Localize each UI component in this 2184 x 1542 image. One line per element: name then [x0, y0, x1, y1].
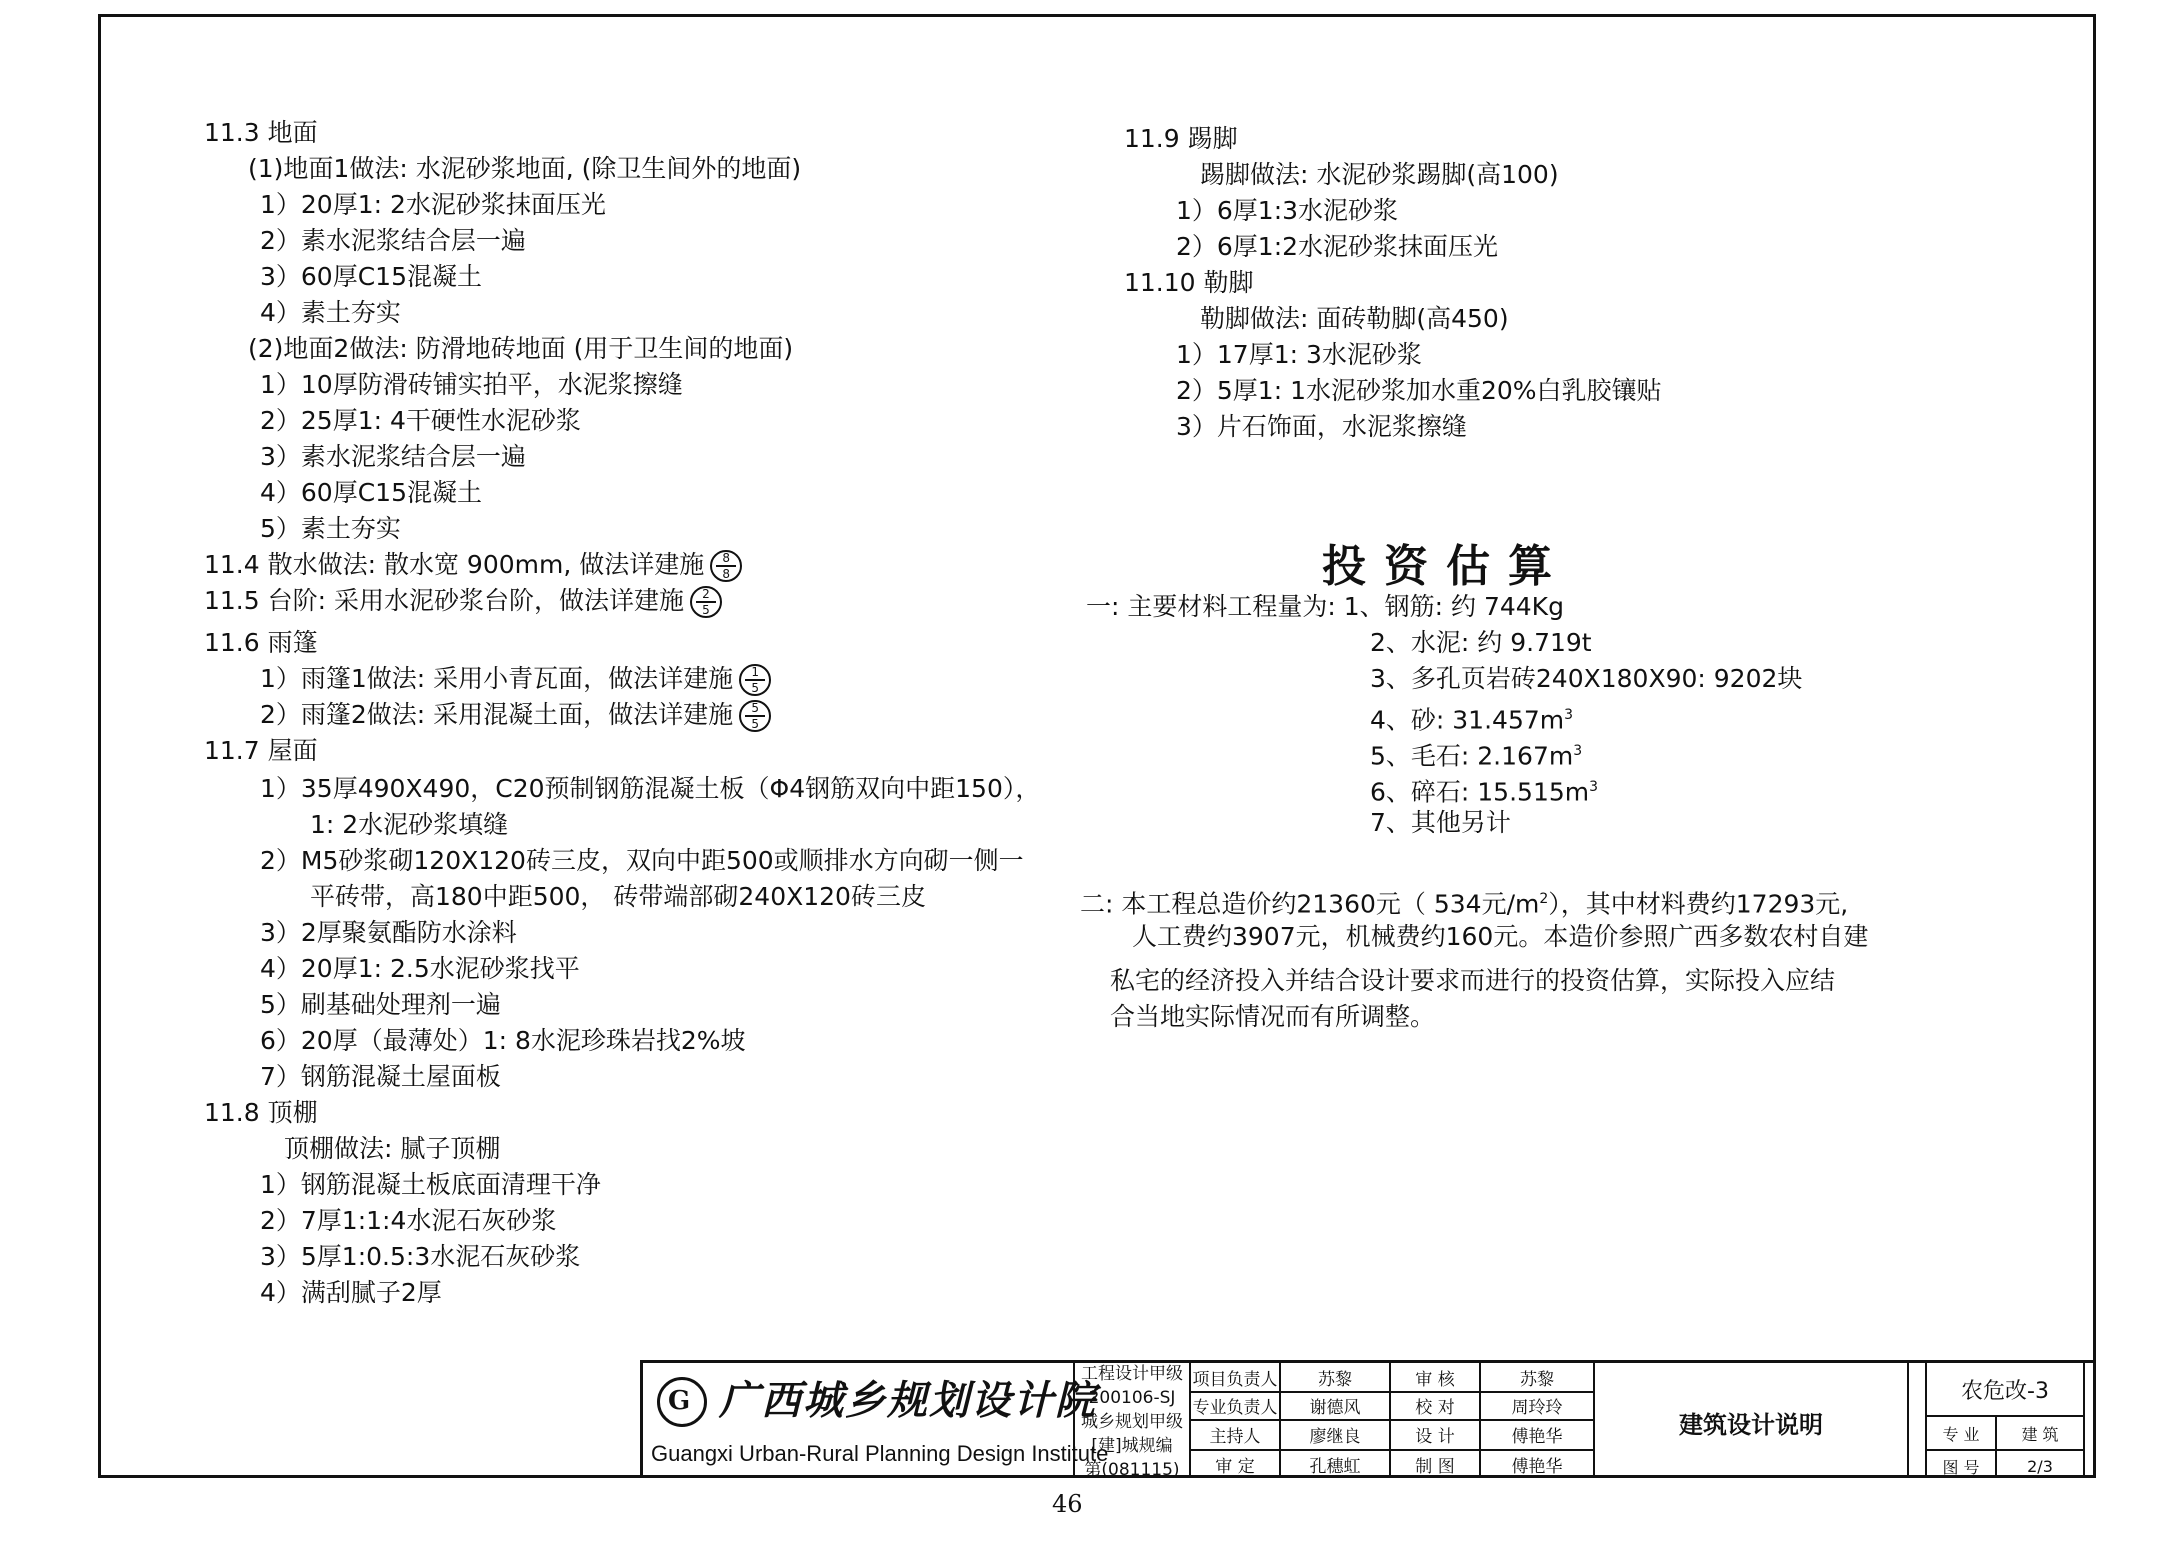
roof-step-3: 3）2厚聚氨酯防水涂料: [260, 918, 517, 947]
drawing-title: 建筑设计说明: [1679, 1410, 1823, 1439]
roof-step-5: 5）刷基础处理剂一遍: [260, 990, 501, 1019]
ref-bottom: 5: [751, 717, 759, 731]
role-name: 廖继良: [1309, 1426, 1361, 1447]
role-label: 制 图: [1415, 1456, 1455, 1477]
section-11-4: [204, 548, 742, 582]
discipline-label: 专 业: [1942, 1424, 1980, 1444]
floor2-step-4: 4）60厚C15混凝土: [260, 478, 482, 507]
floor-method-1: (1)地面1做法: 水泥砂浆地面, (除卫生间外的地面): [248, 154, 802, 183]
floor1-step-3: 3）60厚C15混凝土: [260, 262, 482, 291]
section-11-5-text: 11.5 台阶: 采用水泥砂浆台阶，做法详建施: [204, 586, 684, 615]
cost-line-1b: ），其中材料费约17293元,: [1548, 889, 1849, 919]
floor1-step-4: 4）素土夯实: [260, 298, 401, 327]
material-brick: 3、多孔页岩砖240X180X90: 9202块: [1370, 664, 1803, 693]
role-label: 项目负责人: [1192, 1369, 1278, 1390]
roof-step-1b: 1: 2水泥砂浆填缝: [310, 810, 509, 839]
plinth-step-3: 3）片石饰面，水泥浆擦缝: [1176, 412, 1467, 441]
floor2-step-2: 2）25厚1: 4干硬性水泥砂浆: [260, 406, 581, 435]
cert-line: 200106-SJ: [1088, 1388, 1176, 1408]
unit-superscript: 3: [1564, 707, 1574, 723]
title-block: [640, 1360, 2096, 1478]
floor2-step-1: 1）10厚防滑砖铺实拍平，水泥浆擦缝: [260, 370, 683, 399]
drawing-code: 农危改-3: [1961, 1378, 2049, 1404]
role-name: 谢德风: [1309, 1397, 1361, 1418]
plinth-method: 勒脚做法: 面砖勒脚(高450): [1200, 304, 1509, 333]
page-number: 46: [1052, 1490, 1083, 1518]
detail-ref-circle: [710, 550, 742, 582]
roof-step-2a: 2）M5砂浆砌120X120砖三皮，双向中距500或顺排水方向砌一侧一: [260, 846, 1024, 875]
canopy-2-text: 2）雨篷2做法: 采用混凝土面，做法详建施: [260, 700, 734, 729]
role-label: 主持人: [1209, 1426, 1261, 1447]
skirting-step-2: 2）6厚1:2水泥砂浆抹面压光: [1176, 232, 1499, 261]
unit-superscript: 3: [1589, 779, 1599, 795]
plinth-step-2: 2）5厚1: 1水泥砂浆加水重20%白乳胶镶贴: [1176, 376, 1662, 405]
ceiling-step-3: 3）5厚1:0.5:3水泥石灰砂浆: [260, 1242, 581, 1271]
role-label: 专业负责人: [1192, 1397, 1278, 1418]
ref-top: 8: [722, 551, 731, 565]
ceiling-method: 顶棚做法: 腻子顶棚: [284, 1134, 501, 1163]
tb-divider: [1907, 1363, 1909, 1478]
roof-step-7: 7）钢筋混凝土屋面板: [260, 1062, 501, 1091]
section-11-8: 11.8 顶棚: [204, 1098, 318, 1127]
institute-name-cn: 广西城乡规划设计院: [719, 1377, 1097, 1424]
ceiling-step-2: 2）7厚1:1:4水泥石灰砂浆: [260, 1206, 557, 1235]
material-rubble-text: 5、毛石: 2.167m: [1370, 741, 1574, 771]
cert-line: [建]城规编: [1091, 1436, 1173, 1456]
section-11-9: 11.9 踢脚: [1124, 124, 1238, 153]
floor2-step-5: 5）素土夯实: [260, 514, 401, 543]
tb-divider: [2083, 1363, 2085, 1478]
discipline-value: 建 筑: [2021, 1424, 2059, 1444]
role-name: 苏黎: [1520, 1369, 1554, 1390]
roof-step-2b: 平砖带，高180中距500， 砖带端部砌240X120砖三皮: [310, 882, 926, 911]
cost-line-3: 私宅的经济投入并结合设计要求而进行的投资估算，实际投入应结: [1110, 966, 1836, 995]
material-gravel-text: 6、碎石: 15.515m: [1370, 777, 1590, 807]
role-name: 苏黎: [1318, 1369, 1352, 1390]
detail-ref-circle: [739, 700, 771, 732]
ref-bottom: 8: [722, 567, 731, 581]
section-11-7: 11.7 屋面: [204, 736, 318, 765]
floor1-step-1: 1）20厚1: 2水泥砂浆抹面压光: [260, 190, 606, 219]
plinth-step-1: 1）17厚1: 3水泥砂浆: [1176, 340, 1422, 369]
role-name: 傅艳华: [1511, 1456, 1563, 1477]
section-11-3: 11.3 地面: [204, 118, 318, 147]
detail-ref-circle: [690, 586, 722, 618]
material-other: 7、其他另计: [1370, 808, 1511, 837]
cost-line-1a: 二: 本工程总造价约21360元（ 534元/m: [1080, 889, 1540, 919]
cert-line: 工程设计甲级: [1081, 1364, 1183, 1384]
role-name: 周玲玲: [1511, 1397, 1563, 1418]
detail-ref-circle: [739, 664, 771, 696]
floor1-step-2: 2）素水泥浆结合层一遍: [260, 226, 526, 255]
skirting-method: 踢脚做法: 水泥砂浆踢脚(高100): [1200, 160, 1559, 189]
ref-top: 5: [751, 701, 759, 715]
materials-intro: 一: 主要材料工程量为: 1、钢筋: 约 744Kg: [1086, 592, 1564, 621]
canopy-2: [260, 698, 771, 732]
section-11-10: 11.10 勒脚: [1124, 268, 1254, 297]
certificate-info: [1075, 1363, 1189, 1481]
material-rubble: [1370, 734, 1582, 773]
roof-step-6: 6）20厚（最薄处）1: 8水泥珍珠岩找2%坡: [260, 1026, 746, 1055]
ceiling-step-4: 4）满刮腻子2厚: [260, 1278, 442, 1307]
sheet-number-value: 2/3: [2027, 1456, 2053, 1476]
cost-line-2: 人工费约3907元，机械费约160元。本造价参照广西多数农村自建: [1132, 922, 1869, 951]
role-label: 设 计: [1415, 1426, 1455, 1447]
canopy-1: [260, 662, 771, 696]
material-sand-text: 4、砂: 31.457m: [1370, 705, 1565, 735]
role-name: 孔穗虹: [1309, 1456, 1361, 1477]
unit-superscript: 3: [1573, 743, 1583, 759]
role-name: 傅艳华: [1511, 1426, 1563, 1447]
sheet-number-label: 图 号: [1942, 1457, 1980, 1477]
cert-line: 城乡规划甲级: [1081, 1412, 1183, 1432]
floor-method-2: (2)地面2做法: 防滑地砖地面 (用于卫生间的地面): [248, 334, 794, 363]
section-11-6: 11.6 雨篷: [204, 628, 318, 657]
material-gravel: [1370, 770, 1598, 809]
ref-bottom: 5: [702, 603, 710, 617]
skirting-step-1: 1）6厚1:3水泥砂浆: [1176, 196, 1399, 225]
institute-logo-icon: G: [657, 1377, 707, 1427]
material-cement: 2、水泥: 约 9.719t: [1370, 628, 1592, 657]
section-11-5: [204, 584, 722, 618]
role-label: 审 定: [1215, 1456, 1255, 1477]
ceiling-step-1: 1）钢筋混凝土板底面清理干净: [260, 1170, 601, 1199]
investment-estimate-heading: 投资估算: [1322, 541, 1570, 592]
cost-line-4: 合当地实际情况而有所调整。: [1110, 1002, 1436, 1031]
material-sand: [1370, 698, 1573, 737]
floor2-step-3: 3）素水泥浆结合层一遍: [260, 442, 526, 471]
cert-line: 第(081115): [1084, 1460, 1180, 1480]
ref-bottom: 5: [751, 681, 759, 695]
ref-top: 2: [702, 587, 710, 601]
role-label: 审 核: [1415, 1369, 1455, 1390]
cost-line-1: [1080, 882, 1848, 921]
ref-top: 1: [751, 665, 759, 679]
roof-step-1a: 1）35厚490X490，C20预制钢筋混凝土板（Φ4钢筋双向中距150），: [260, 774, 1041, 803]
institute-name-en: Guangxi Urban-Rural Planning Design Institute: [651, 1441, 1109, 1466]
area-superscript: 2: [1539, 891, 1549, 907]
canopy-1-text: 1）雨篷1做法: 采用小青瓦面，做法详建施: [260, 664, 734, 693]
roof-step-4: 4）20厚1: 2.5水泥砂浆找平: [260, 954, 580, 983]
section-11-4-text: 11.4 散水做法: 散水宽 900mm, 做法详建施: [204, 550, 705, 579]
role-label: 校 对: [1415, 1397, 1455, 1418]
